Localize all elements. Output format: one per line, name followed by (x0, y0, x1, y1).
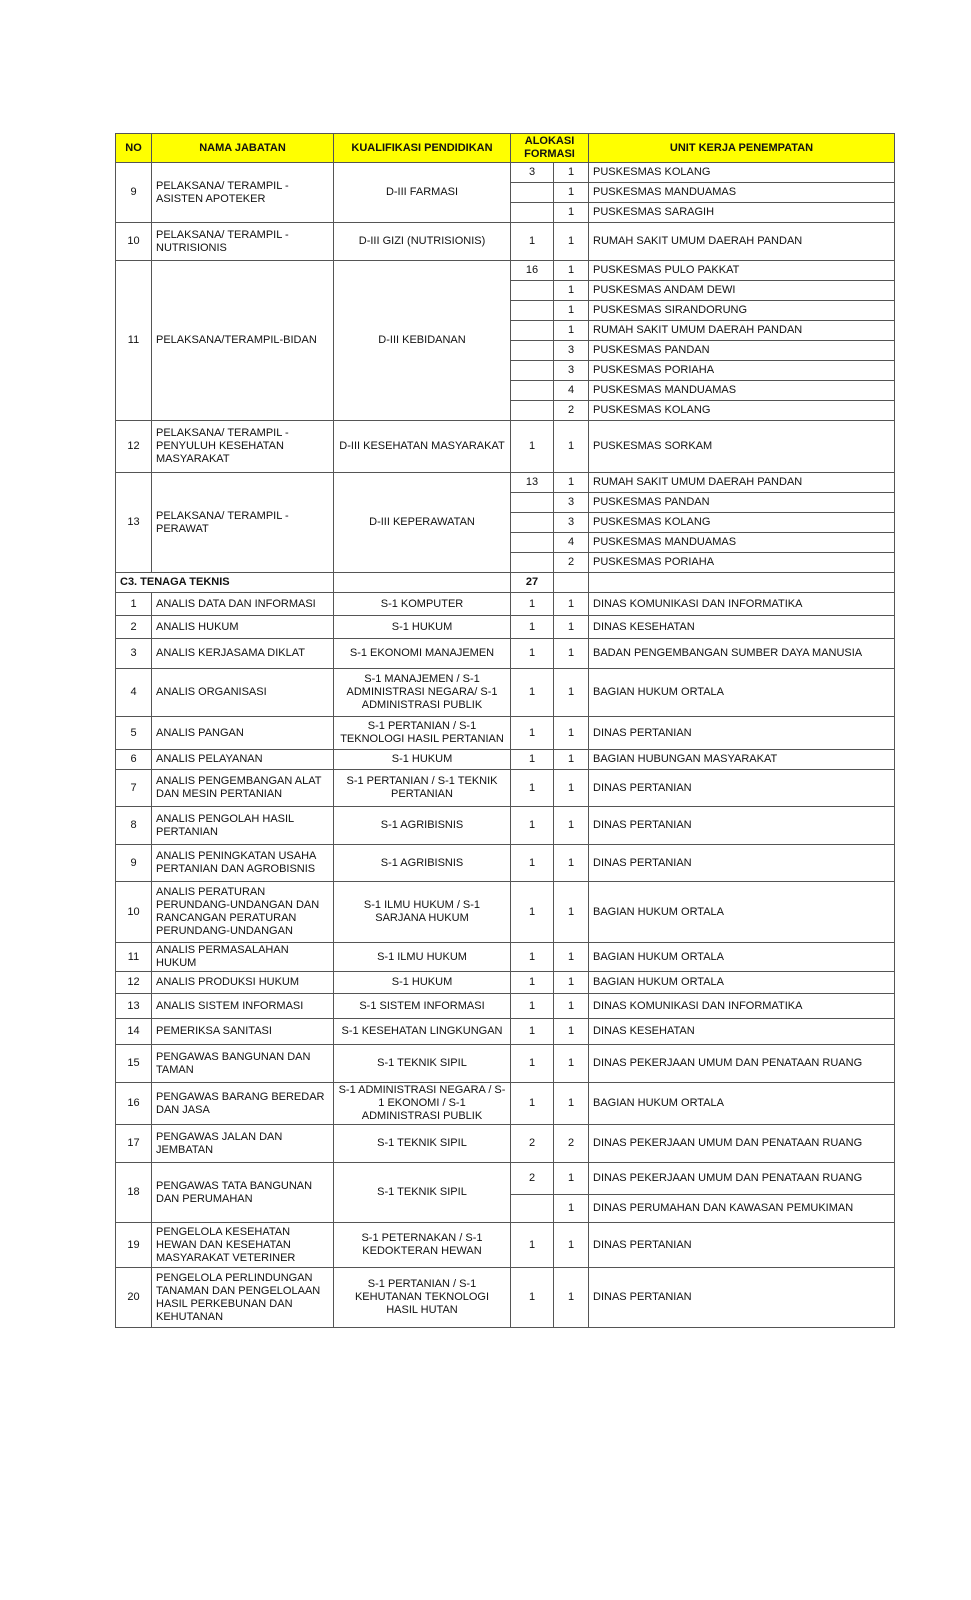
cell-alokasi: 1 (554, 421, 589, 473)
cell-total: 1 (511, 972, 554, 994)
cell-kualifikasi: S-1 ILMU HUKUM / S-1 SARJANA HUKUM (334, 882, 511, 943)
table-body (116, 163, 895, 1328)
cell-alokasi: 2 (554, 401, 589, 421)
cell-kualifikasi: S-1 PERTANIAN / S-1 TEKNOLOGI HASIL PERTANIAN (334, 717, 511, 750)
cell-alokasi: 1 (554, 223, 589, 261)
cell-alokasi: 1 (554, 717, 589, 750)
cell-no: 16 (116, 1083, 152, 1125)
cell-total: 1 (511, 616, 554, 639)
cell-kualifikasi: S-1 TEKNIK SIPIL (334, 1163, 511, 1223)
cell-alokasi: 1 (554, 1195, 589, 1223)
cell-alokasi: 1 (554, 1083, 589, 1125)
section-empty (334, 573, 511, 593)
table-row (116, 1268, 895, 1328)
cell-total-empty (511, 183, 554, 203)
cell-total: 16 (511, 261, 554, 281)
table-row (116, 593, 895, 616)
cell-nama-jabatan: PENGELOLA KESEHATAN HEWAN DAN KESEHATAN MASYARAKAT VETERINER (152, 1223, 334, 1268)
cell-kualifikasi: S-1 TEKNIK SIPIL (334, 1125, 511, 1163)
cell-total: 1 (511, 593, 554, 616)
cell-kualifikasi: S-1 ADMINISTRASI NEGARA / S-1 EKONOMI / S-1 ADMINISTRASI PUBLIK (334, 1083, 511, 1125)
cell-kualifikasi: S-1 HUKUM (334, 750, 511, 770)
cell-nama-jabatan: ANALIS PERMASALAHAN HUKUM (152, 943, 334, 972)
cell-kualifikasi: S-1 SISTEM INFORMASI (334, 994, 511, 1019)
cell-unit-kerja: PUSKESMAS PORIAHA (589, 553, 895, 573)
cell-alokasi: 1 (554, 845, 589, 882)
table-row (116, 770, 895, 807)
cell-no: 5 (116, 717, 152, 750)
cell-nama-jabatan: ANALIS SISTEM INFORMASI (152, 994, 334, 1019)
cell-alokasi: 3 (554, 513, 589, 533)
cell-nama-jabatan: PENGAWAS TATA BANGUNAN DAN PERUMAHAN (152, 1163, 334, 1223)
cell-unit-kerja: PUSKESMAS KOLANG (589, 163, 895, 183)
cell-no: 10 (116, 882, 152, 943)
cell-total: 2 (511, 1125, 554, 1163)
cell-no: 8 (116, 807, 152, 845)
cell-unit-kerja: BAGIAN HUKUM ORTALA (589, 972, 895, 994)
cell-alokasi: 1 (554, 1268, 589, 1328)
cell-alokasi: 1 (554, 1019, 589, 1045)
cell-unit-kerja: DINAS PERTANIAN (589, 1268, 895, 1328)
cell-alokasi: 1 (554, 807, 589, 845)
cell-kualifikasi: D-III GIZI (NUTRISIONIS) (334, 223, 511, 261)
cell-kualifikasi: D-III KEBIDANAN (334, 261, 511, 421)
table-row (116, 994, 895, 1019)
table-row (116, 717, 895, 750)
cell-no: 9 (116, 163, 152, 223)
cell-alokasi: 3 (554, 341, 589, 361)
cell-total-empty (511, 381, 554, 401)
table-row (116, 1125, 895, 1163)
cell-no: 19 (116, 1223, 152, 1268)
cell-alokasi: 1 (554, 770, 589, 807)
section-row (116, 573, 895, 593)
cell-total: 1 (511, 717, 554, 750)
table-row (116, 669, 895, 717)
cell-nama-jabatan: PENGELOLA PERLINDUNGAN TANAMAN DAN PENGELOLAAN HASIL PERKEBUNAN DAN KEHUTANAN (152, 1268, 334, 1328)
cell-total-empty (511, 301, 554, 321)
cell-kualifikasi: S-1 AGRIBISNIS (334, 807, 511, 845)
cell-alokasi: 1 (554, 473, 589, 493)
cell-unit-kerja: DINAS PERTANIAN (589, 770, 895, 807)
cell-unit-kerja: PUSKESMAS ANDAM DEWI (589, 281, 895, 301)
cell-unit-kerja: BAGIAN HUBUNGAN MASYARAKAT (589, 750, 895, 770)
cell-unit-kerja: DINAS PERTANIAN (589, 1223, 895, 1268)
cell-alokasi: 3 (554, 493, 589, 513)
table-header (116, 134, 895, 163)
cell-total: 1 (511, 845, 554, 882)
header-alokasi: ALOKASI FORMASI (511, 134, 589, 163)
cell-total: 1 (511, 750, 554, 770)
cell-kualifikasi: S-1 KESEHATAN LINGKUNGAN (334, 1019, 511, 1045)
cell-no: 11 (116, 261, 152, 421)
cell-alokasi: 1 (554, 593, 589, 616)
cell-total: 1 (511, 882, 554, 943)
cell-unit-kerja: DINAS PERTANIAN (589, 807, 895, 845)
cell-unit-kerja: DINAS PERUMAHAN DAN KAWASAN PEMUKIMAN (589, 1195, 895, 1223)
cell-alokasi: 1 (554, 203, 589, 223)
cell-unit-kerja: BAGIAN HUKUM ORTALA (589, 669, 895, 717)
cell-unit-kerja: RUMAH SAKIT UMUM DAERAH PANDAN (589, 473, 895, 493)
table-row (116, 1045, 895, 1083)
table-row (116, 1163, 895, 1195)
cell-total-empty (511, 281, 554, 301)
cell-no: 14 (116, 1019, 152, 1045)
cell-unit-kerja: RUMAH SAKIT UMUM DAERAH PANDAN (589, 321, 895, 341)
cell-total: 1 (511, 421, 554, 473)
table-row (116, 943, 895, 972)
cell-total: 1 (511, 770, 554, 807)
cell-total: 1 (511, 639, 554, 669)
cell-kualifikasi: S-1 AGRIBISNIS (334, 845, 511, 882)
cell-total: 1 (511, 943, 554, 972)
cell-unit-kerja: PUSKESMAS MANDUAMAS (589, 381, 895, 401)
header-no: NO (116, 134, 152, 163)
cell-total: 1 (511, 1268, 554, 1328)
cell-unit-kerja: PUSKESMAS PANDAN (589, 493, 895, 513)
table-row (116, 845, 895, 882)
table-row (116, 223, 895, 261)
cell-alokasi: 1 (554, 301, 589, 321)
cell-no: 2 (116, 616, 152, 639)
cell-nama-jabatan: ANALIS PANGAN (152, 717, 334, 750)
cell-nama-jabatan: ANALIS PELAYANAN (152, 750, 334, 770)
table-row (116, 750, 895, 770)
cell-unit-kerja: BAGIAN HUKUM ORTALA (589, 943, 895, 972)
table-row (116, 1223, 895, 1268)
cell-no: 11 (116, 943, 152, 972)
cell-no: 10 (116, 223, 152, 261)
header-kualifikasi: KUALIFIKASI PENDIDIKAN (334, 134, 511, 163)
cell-no: 17 (116, 1125, 152, 1163)
cell-no: 13 (116, 473, 152, 573)
table-row (116, 163, 895, 183)
table-row (116, 807, 895, 845)
cell-no: 12 (116, 421, 152, 473)
cell-total-empty (511, 203, 554, 223)
cell-unit-kerja: BAGIAN HUKUM ORTALA (589, 882, 895, 943)
cell-total: 1 (511, 994, 554, 1019)
cell-alokasi: 1 (554, 616, 589, 639)
cell-unit-kerja: RUMAH SAKIT UMUM DAERAH PANDAN (589, 223, 895, 261)
cell-total-empty (511, 321, 554, 341)
cell-no: 20 (116, 1268, 152, 1328)
header-unit-kerja: UNIT KERJA PENEMPATAN (589, 134, 895, 163)
table-row (116, 1019, 895, 1045)
cell-total-empty (511, 1195, 554, 1223)
cell-kualifikasi: S-1 MANAJEMEN / S-1 ADMINISTRASI NEGARA/ S-1 ADMINISTRASI PUBLIK (334, 669, 511, 717)
cell-unit-kerja: DINAS PEKERJAAN UMUM DAN PENATAAN RUANG (589, 1125, 895, 1163)
cell-alokasi: 2 (554, 1125, 589, 1163)
cell-alokasi: 1 (554, 321, 589, 341)
cell-unit-kerja: BADAN PENGEMBANGAN SUMBER DAYA MANUSIA (589, 639, 895, 669)
cell-alokasi: 1 (554, 639, 589, 669)
cell-kualifikasi: S-1 PERTANIAN / S-1 TEKNIK PERTANIAN (334, 770, 511, 807)
cell-nama-jabatan: PENGAWAS BARANG BEREDAR DAN JASA (152, 1083, 334, 1125)
table-row (116, 473, 895, 493)
cell-nama-jabatan: PELAKSANA/ TERAMPIL - NUTRISIONIS (152, 223, 334, 261)
cell-nama-jabatan: PELAKSANA/ TERAMPIL - ASISTEN APOTEKER (152, 163, 334, 223)
cell-nama-jabatan: PENGAWAS BANGUNAN DAN TAMAN (152, 1045, 334, 1083)
cell-unit-kerja: PUSKESMAS PULO PAKKAT (589, 261, 895, 281)
cell-unit-kerja: PUSKESMAS MANDUAMAS (589, 183, 895, 203)
cell-total: 1 (511, 223, 554, 261)
cell-unit-kerja: DINAS KOMUNIKASI DAN INFORMATIKA (589, 994, 895, 1019)
cell-total: 13 (511, 473, 554, 493)
cell-kualifikasi: D-III KESEHATAN MASYARAKAT (334, 421, 511, 473)
cell-total-empty (511, 513, 554, 533)
cell-kualifikasi: D-III FARMASI (334, 163, 511, 223)
cell-kualifikasi: S-1 HUKUM (334, 616, 511, 639)
cell-unit-kerja: PUSKESMAS SORKAM (589, 421, 895, 473)
cell-alokasi: 1 (554, 1223, 589, 1268)
cell-alokasi: 1 (554, 972, 589, 994)
section-total: 27 (511, 573, 554, 593)
cell-total: 1 (511, 1045, 554, 1083)
cell-kualifikasi: S-1 KOMPUTER (334, 593, 511, 616)
cell-total-empty (511, 361, 554, 381)
cell-unit-kerja: PUSKESMAS MANDUAMAS (589, 533, 895, 553)
cell-nama-jabatan: ANALIS ORGANISASI (152, 669, 334, 717)
cell-nama-jabatan: ANALIS PERATURAN PERUNDANG-UNDANGAN DAN RANCANGAN PERATURAN PERUNDANG-UNDANGAN (152, 882, 334, 943)
table-row (116, 639, 895, 669)
section-empty (554, 573, 589, 593)
header-nama-jabatan: NAMA JABATAN (152, 134, 334, 163)
cell-total-empty (511, 401, 554, 421)
cell-alokasi: 2 (554, 553, 589, 573)
cell-total: 2 (511, 1163, 554, 1195)
cell-unit-kerja: DINAS KESEHATAN (589, 1019, 895, 1045)
cell-total: 1 (511, 1019, 554, 1045)
table-row (116, 616, 895, 639)
cell-kualifikasi: S-1 PERTANIAN / S-1 KEHUTANAN TEKNOLOGI HASIL HUTAN (334, 1268, 511, 1328)
cell-nama-jabatan: ANALIS PENGEMBANGAN ALAT DAN MESIN PERTANIAN (152, 770, 334, 807)
cell-nama-jabatan: PELAKSANA/ TERAMPIL - PENYULUH KESEHATAN MASYARAKAT (152, 421, 334, 473)
cell-unit-kerja: PUSKESMAS KOLANG (589, 513, 895, 533)
cell-alokasi: 1 (554, 281, 589, 301)
cell-total: 1 (511, 669, 554, 717)
cell-nama-jabatan: PENGAWAS JALAN DAN JEMBATAN (152, 1125, 334, 1163)
cell-nama-jabatan: ANALIS PENINGKATAN USAHA PERTANIAN DAN AGROBISNIS (152, 845, 334, 882)
cell-alokasi: 1 (554, 261, 589, 281)
cell-alokasi: 1 (554, 750, 589, 770)
cell-alokasi: 1 (554, 1163, 589, 1195)
cell-unit-kerja: PUSKESMAS PANDAN (589, 341, 895, 361)
cell-total: 1 (511, 1083, 554, 1125)
cell-kualifikasi: D-III KEPERAWATAN (334, 473, 511, 573)
table-row (116, 261, 895, 281)
cell-no: 4 (116, 669, 152, 717)
cell-alokasi: 1 (554, 163, 589, 183)
cell-unit-kerja: DINAS KOMUNIKASI DAN INFORMATIKA (589, 593, 895, 616)
cell-unit-kerja: PUSKESMAS KOLANG (589, 401, 895, 421)
cell-no: 3 (116, 639, 152, 669)
cell-alokasi: 3 (554, 361, 589, 381)
formation-table (115, 133, 895, 1328)
cell-total-empty (511, 553, 554, 573)
cell-total-empty (511, 341, 554, 361)
cell-alokasi: 1 (554, 669, 589, 717)
cell-total: 3 (511, 163, 554, 183)
cell-alokasi: 4 (554, 381, 589, 401)
cell-unit-kerja: DINAS PERTANIAN (589, 717, 895, 750)
table-row (116, 882, 895, 943)
cell-no: 15 (116, 1045, 152, 1083)
cell-no: 12 (116, 972, 152, 994)
cell-nama-jabatan: PELAKSANA/TERAMPIL-BIDAN (152, 261, 334, 421)
cell-kualifikasi: S-1 ILMU HUKUM (334, 943, 511, 972)
cell-alokasi: 1 (554, 882, 589, 943)
cell-alokasi: 4 (554, 533, 589, 553)
cell-no: 1 (116, 593, 152, 616)
cell-alokasi: 1 (554, 183, 589, 203)
cell-nama-jabatan: ANALIS HUKUM (152, 616, 334, 639)
table-row (116, 421, 895, 473)
table-row (116, 972, 895, 994)
cell-unit-kerja: DINAS PERTANIAN (589, 845, 895, 882)
cell-total-empty (511, 533, 554, 553)
section-empty (589, 573, 895, 593)
cell-no: 9 (116, 845, 152, 882)
cell-no: 7 (116, 770, 152, 807)
cell-nama-jabatan: PEMERIKSA SANITASI (152, 1019, 334, 1045)
cell-no: 6 (116, 750, 152, 770)
cell-no: 13 (116, 994, 152, 1019)
cell-unit-kerja: DINAS PEKERJAAN UMUM DAN PENATAAN RUANG (589, 1045, 895, 1083)
table-row (116, 1083, 895, 1125)
cell-unit-kerja: PUSKESMAS SARAGIH (589, 203, 895, 223)
cell-unit-kerja: PUSKESMAS SIRANDORUNG (589, 301, 895, 321)
cell-kualifikasi: S-1 PETERNAKAN / S-1 KEDOKTERAN HEWAN (334, 1223, 511, 1268)
cell-kualifikasi: S-1 TEKNIK SIPIL (334, 1045, 511, 1083)
cell-total: 1 (511, 807, 554, 845)
cell-alokasi: 1 (554, 1045, 589, 1083)
cell-unit-kerja: PUSKESMAS PORIAHA (589, 361, 895, 381)
cell-unit-kerja: DINAS KESEHATAN (589, 616, 895, 639)
cell-nama-jabatan: ANALIS PRODUKSI HUKUM (152, 972, 334, 994)
cell-nama-jabatan: ANALIS PENGOLAH HASIL PERTANIAN (152, 807, 334, 845)
cell-total: 1 (511, 1223, 554, 1268)
cell-alokasi: 1 (554, 994, 589, 1019)
cell-no: 18 (116, 1163, 152, 1223)
cell-nama-jabatan: ANALIS DATA DAN INFORMASI (152, 593, 334, 616)
cell-alokasi: 1 (554, 943, 589, 972)
cell-total-empty (511, 493, 554, 513)
section-label: C3. TENAGA TEKNIS (116, 573, 334, 593)
cell-nama-jabatan: ANALIS KERJASAMA DIKLAT (152, 639, 334, 669)
cell-unit-kerja: BAGIAN HUKUM ORTALA (589, 1083, 895, 1125)
cell-kualifikasi: S-1 HUKUM (334, 972, 511, 994)
cell-kualifikasi: S-1 EKONOMI MANAJEMEN (334, 639, 511, 669)
cell-unit-kerja: DINAS PEKERJAAN UMUM DAN PENATAAN RUANG (589, 1163, 895, 1195)
cell-nama-jabatan: PELAKSANA/ TERAMPIL - PERAWAT (152, 473, 334, 573)
